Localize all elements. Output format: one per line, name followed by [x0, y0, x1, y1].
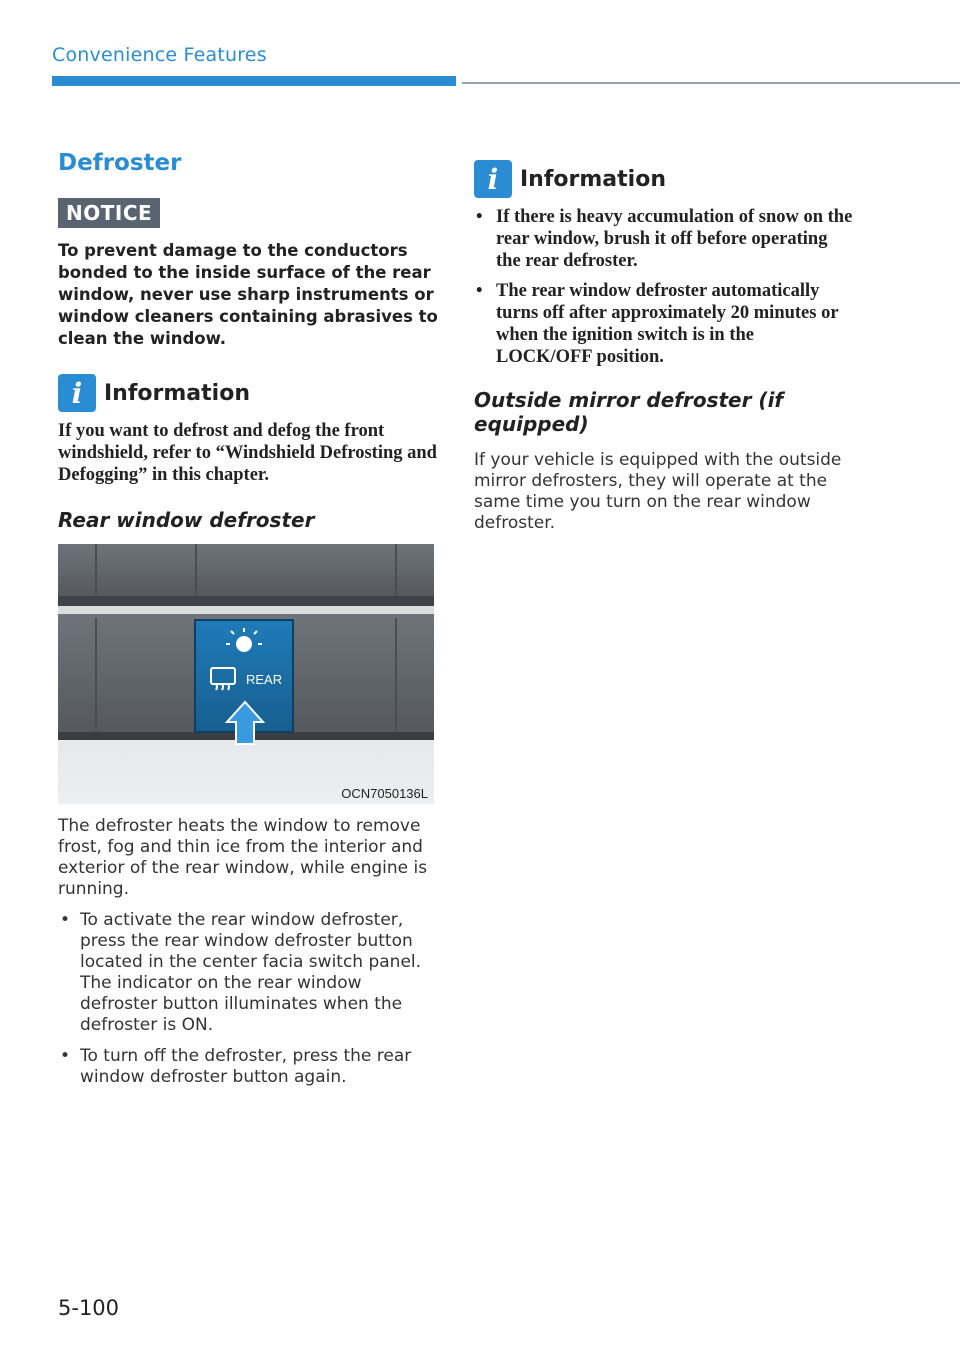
notice-badge: NOTICE: [58, 198, 160, 228]
body-paragraph: The defroster heats the window to remove frost, fog and thin ice from the interior and exterior of the rear window, while engine is running.: [58, 816, 428, 899]
info-title: Information: [520, 166, 666, 192]
bullet-list: [58, 910, 438, 1088]
info-icon: i: [474, 160, 512, 198]
info-header: [58, 374, 438, 412]
info-bullet-list: [474, 206, 854, 368]
info-title: Information: [104, 380, 250, 406]
list-item: • The rear window defroster automatically turns off after approximately 20 minutes or when the ignition switch is in the LOCK/OFF position.: [474, 280, 854, 368]
section-title: Defroster: [58, 150, 182, 176]
info-text: If you want to defrost and defog the front windshield, refer to “Windshield Defrosting and Defogging” in this chapter.: [58, 421, 437, 485]
list-item: • To turn off the defroster, press the rear window defroster button again.: [58, 1046, 438, 1088]
subsection-title: Rear window defroster: [58, 508, 315, 532]
list-item: • If there is heavy accumulation of snow on the rear window, brush it off before operating the rear defroster.: [474, 206, 854, 272]
header-rule: [462, 82, 960, 84]
notice-text: To prevent damage to the conductors bonded to the inside surface of the rear window, never use sharp instruments or window cleaners containing abrasives to clean the window.: [58, 241, 438, 348]
defroster-illustration: [58, 544, 434, 804]
defroster-figure: [58, 544, 434, 804]
info-icon: i: [58, 374, 96, 412]
body-paragraph: If your vehicle is equipped with the outside mirror defrosters, they will operate at the same time you turn on the rear window defroster.: [474, 450, 842, 533]
left-column: [58, 150, 438, 1098]
page-number: 5-100: [58, 1296, 120, 1320]
figure-code: OCN7050136L: [341, 786, 428, 801]
header-section-title: Convenience Features: [52, 44, 267, 66]
right-column: [474, 160, 854, 534]
list-item: • To activate the rear window defroster, press the rear window defroster button located in the center facia switch panel. The indicator on the rear window defroster button illuminates when the defroster is ON.: [58, 910, 438, 1036]
header-accent-bar: [52, 76, 456, 86]
rear-button-label: REAR: [246, 672, 283, 687]
subsection-title: Outside mirror defroster (if equipped): [474, 388, 784, 436]
info-header: [474, 160, 854, 198]
